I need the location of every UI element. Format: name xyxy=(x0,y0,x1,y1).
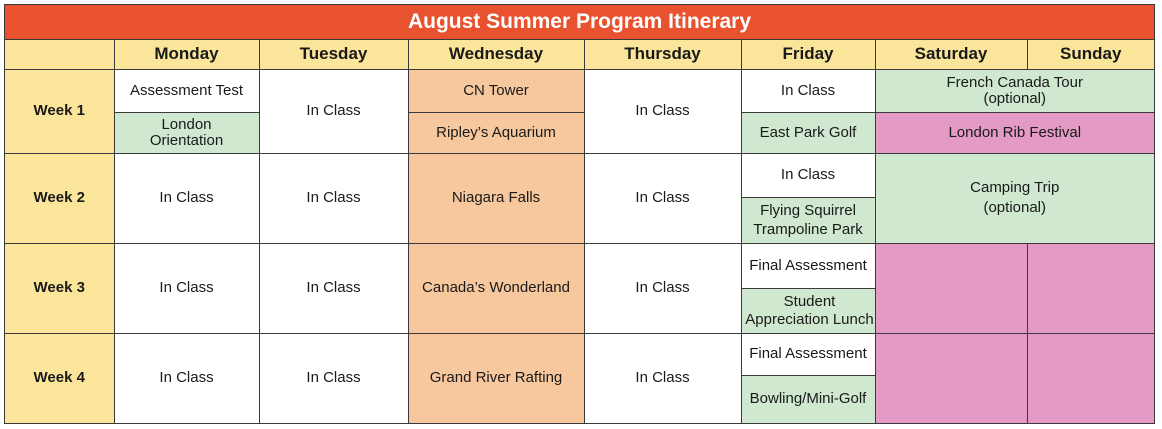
week2-tuesday: In Class xyxy=(259,153,408,243)
week1-weekend-a-text: French Canada Tour (optional) xyxy=(946,73,1083,107)
week3-thursday: In Class xyxy=(584,243,741,333)
week4-saturday xyxy=(875,333,1027,423)
week3-friday-a: Final Assessment xyxy=(741,243,875,288)
week1-friday-a: In Class xyxy=(741,69,875,112)
week2-row-a xyxy=(5,153,1154,197)
week4-thursday: In Class xyxy=(584,333,741,423)
day-header-sunday: Sunday xyxy=(1027,40,1154,69)
week1-wednesday-a: CN Tower xyxy=(408,69,584,112)
itinerary-title: August Summer Program Itinerary xyxy=(5,5,1154,40)
week2-thursday: In Class xyxy=(584,153,741,243)
week2-wednesday: Niagara Falls xyxy=(408,153,584,243)
week3-saturday xyxy=(875,243,1027,333)
week1-row-b xyxy=(5,112,1154,153)
corner-cell xyxy=(5,40,114,69)
day-header-wednesday: Wednesday xyxy=(408,40,584,69)
week4-sunday xyxy=(1027,333,1154,423)
week4-row-a xyxy=(5,333,1154,375)
itinerary-table xyxy=(5,40,1154,424)
day-header-monday: Monday xyxy=(114,40,259,69)
week2-friday-b xyxy=(741,197,875,243)
week-label-1: Week 1 xyxy=(5,69,114,153)
week3-friday-b-text: Student Appreciation Lunch xyxy=(745,292,874,328)
week3-wednesday: Canada’s Wonderland xyxy=(408,243,584,333)
week1-weekend-a xyxy=(875,69,1154,112)
week4-wednesday: Grand River Rafting xyxy=(408,333,584,423)
week2-weekend-text: Camping Trip (optional) xyxy=(970,179,1060,216)
week3-sunday xyxy=(1027,243,1154,333)
itinerary-frame xyxy=(4,4,1155,424)
week4-friday-a: Final Assessment xyxy=(741,333,875,375)
week3-row-a xyxy=(5,243,1154,288)
week-label-4: Week 4 xyxy=(5,333,114,423)
week1-weekend-b: London Rib Festival xyxy=(875,112,1154,153)
week3-monday: In Class xyxy=(114,243,259,333)
week4-friday-b: Bowling/Mini-Golf xyxy=(741,375,875,423)
week1-monday-b xyxy=(114,112,259,153)
week4-monday: In Class xyxy=(114,333,259,423)
week-label-3: Week 3 xyxy=(5,243,114,333)
week1-thursday: In Class xyxy=(584,69,741,153)
week1-wednesday-b: Ripley’s Aquarium xyxy=(408,112,584,153)
week2-friday-a: In Class xyxy=(741,153,875,197)
week1-row-a xyxy=(5,69,1154,112)
week1-monday-b-text: London Orientation xyxy=(149,115,224,149)
day-header-tuesday: Tuesday xyxy=(259,40,408,69)
day-header-thursday: Thursday xyxy=(584,40,741,69)
week1-monday-a: Assessment Test xyxy=(114,69,259,112)
day-header-saturday: Saturday xyxy=(875,40,1027,69)
week3-tuesday: In Class xyxy=(259,243,408,333)
week4-tuesday: In Class xyxy=(259,333,408,423)
week2-monday: In Class xyxy=(114,153,259,243)
week1-friday-b: East Park Golf xyxy=(741,112,875,153)
day-header-friday: Friday xyxy=(741,40,875,69)
week2-friday-b-text: Flying Squirrel Trampoline Park xyxy=(753,202,863,238)
week1-tuesday: In Class xyxy=(259,69,408,153)
week3-friday-b xyxy=(741,288,875,333)
header-row xyxy=(5,40,1154,69)
week2-weekend xyxy=(875,153,1154,243)
week-label-2: Week 2 xyxy=(5,153,114,243)
